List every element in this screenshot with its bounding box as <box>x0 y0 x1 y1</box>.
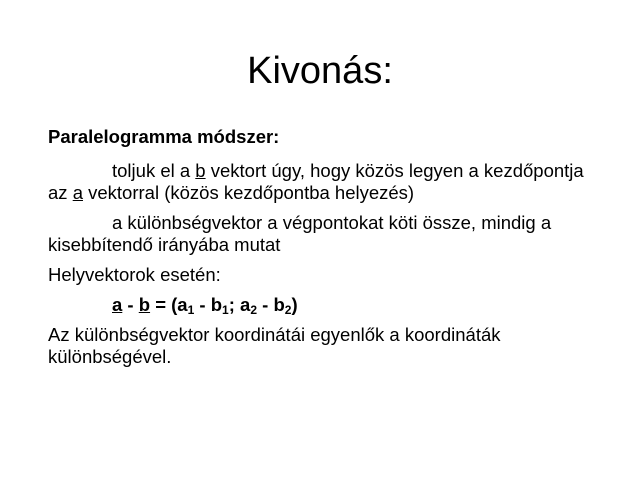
step-translate <box>48 160 608 204</box>
step-translate-text-2: vektort úgy, hogy közös legyen a kezdőpontja az <box>48 160 584 203</box>
formula-part-1: = (a <box>150 294 188 315</box>
formula-part-4: - b <box>257 294 285 315</box>
formula-part-3: ; a <box>228 294 251 315</box>
formula-vector-b: b <box>138 294 151 315</box>
step-translate-text-1: toljuk el a <box>112 160 196 181</box>
formula-sub-a1: 1 <box>187 303 195 317</box>
formula-part-5: ) <box>291 294 298 315</box>
formula-sub-a2: 2 <box>250 303 258 317</box>
formula-vector-a: a <box>112 294 123 315</box>
formula-part-2: - b <box>194 294 223 315</box>
step-difference: a különbségvektor a végpontokat köti össze, mindig a kisebbítendő irányába mutat <box>48 212 552 255</box>
position-vectors-label: Helyvektorok esetén: <box>48 264 221 285</box>
formula-minus: - <box>122 294 139 315</box>
formula-sub-b2: 2 <box>284 303 292 317</box>
conclusion-text: Az különbségvektor koordinátái egyenlők a koordináták különbségével. <box>48 324 501 367</box>
slide-body <box>48 126 608 376</box>
step-translate-text-3: vektorral (közös kezdőpontba helyezés) <box>82 182 415 203</box>
formula-sub-b1: 1 <box>222 303 229 317</box>
difference-formula <box>48 294 608 316</box>
method-heading: Paralelogramma módszer: <box>48 126 280 147</box>
slide-title: Kivonás: <box>247 50 393 92</box>
vector-b-label: b <box>195 160 206 181</box>
vector-a-label: a <box>72 182 83 203</box>
